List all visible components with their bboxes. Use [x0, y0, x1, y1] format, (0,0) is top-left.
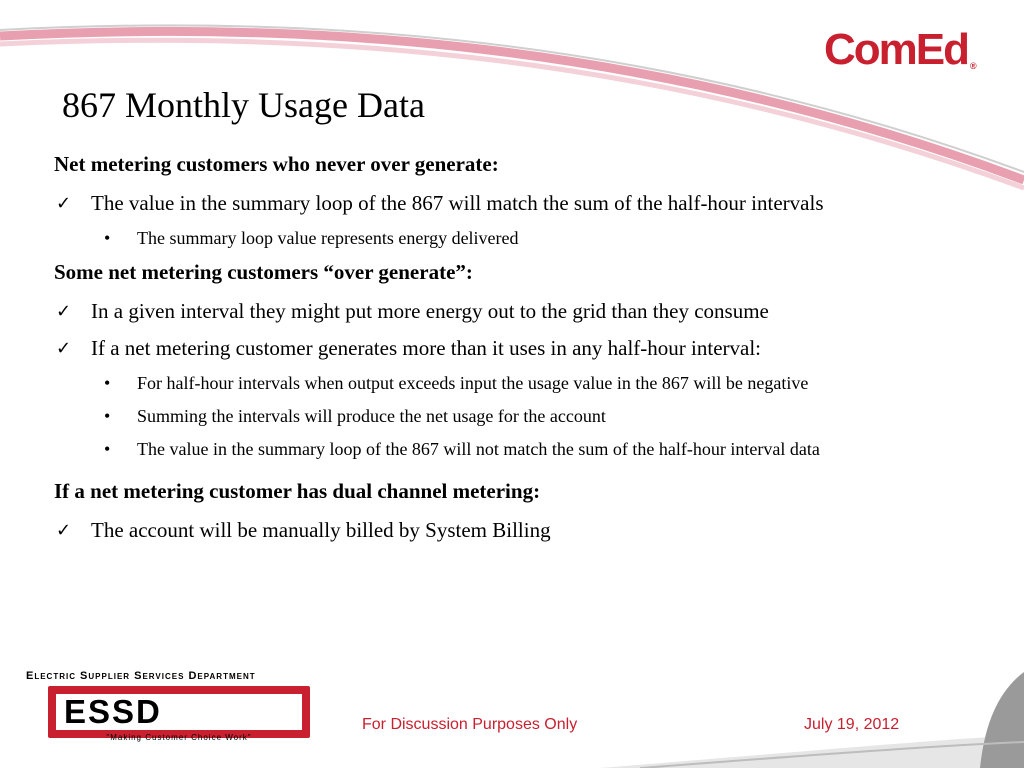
- checkmark-icon: ✓: [56, 193, 72, 214]
- bullet-dot-icon: •: [104, 439, 111, 459]
- section-heading: If a net metering customer has dual channel metering:: [54, 479, 541, 503]
- bullet-dot-icon: •: [104, 373, 111, 393]
- essd-letters: ESSD: [64, 693, 162, 730]
- checkmark-icon: ✓: [56, 520, 72, 541]
- essd-tagline: "Making Customer Choice Work": [106, 733, 252, 742]
- spacer: [54, 469, 974, 477]
- checkmark-icon: ✓: [56, 301, 72, 322]
- slide-title: 867 Monthly Usage Data: [62, 85, 425, 125]
- section-over-generate: [54, 258, 974, 463]
- section-never-over-generate: [54, 150, 974, 252]
- bullet-item: [54, 403, 974, 430]
- check-item-text: In a given interval they might put more energy out to the grid than they consume: [91, 299, 769, 323]
- checkmark-icon: ✓: [56, 338, 72, 359]
- registered-mark: ®: [970, 61, 977, 71]
- check-item: [54, 333, 974, 364]
- bullet-item: [54, 225, 974, 252]
- essd-logo-inner: [56, 694, 302, 730]
- essd-logo-box: [48, 686, 310, 738]
- bullet-dot-icon: •: [104, 228, 111, 248]
- essd-logo: [20, 670, 310, 746]
- bullet-dot-icon: •: [104, 406, 111, 426]
- section-dual-channel: [54, 477, 974, 546]
- comed-logo: [824, 25, 977, 74]
- bullet-item-text: The value in the summary loop of the 867 will not match the sum of the half-hour interval data: [137, 439, 820, 459]
- check-item-text: The account will be manually billed by System Billing: [91, 518, 551, 542]
- comed-logo-text: ComEd: [824, 25, 968, 74]
- check-item: [54, 515, 974, 546]
- check-item-text: The value in the summary loop of the 867 will match the sum of the half-hour intervals: [91, 191, 824, 215]
- bullet-item: [54, 370, 974, 397]
- slide-content: [54, 150, 974, 552]
- bullet-item-text: For half-hour intervals when output exceeds input the usage value in the 867 will be negative: [137, 373, 809, 393]
- section-heading: Net metering customers who never over generate:: [54, 152, 499, 176]
- bullet-item: [54, 436, 974, 463]
- department-name: Electric Supplier Services Department: [26, 670, 256, 682]
- bullet-item-text: Summing the intervals will produce the net usage for the account: [137, 406, 606, 426]
- section-heading: Some net metering customers “over generate”:: [54, 260, 473, 284]
- check-item: [54, 188, 974, 219]
- bullet-item-text: The summary loop value represents energy delivered: [137, 228, 519, 248]
- check-item-text: If a net metering customer generates more than it uses in any half-hour interval:: [91, 336, 762, 360]
- check-item: [54, 296, 974, 327]
- footer-date: July 19, 2012: [804, 716, 900, 733]
- footer-disclaimer: For Discussion Purposes Only: [362, 716, 578, 733]
